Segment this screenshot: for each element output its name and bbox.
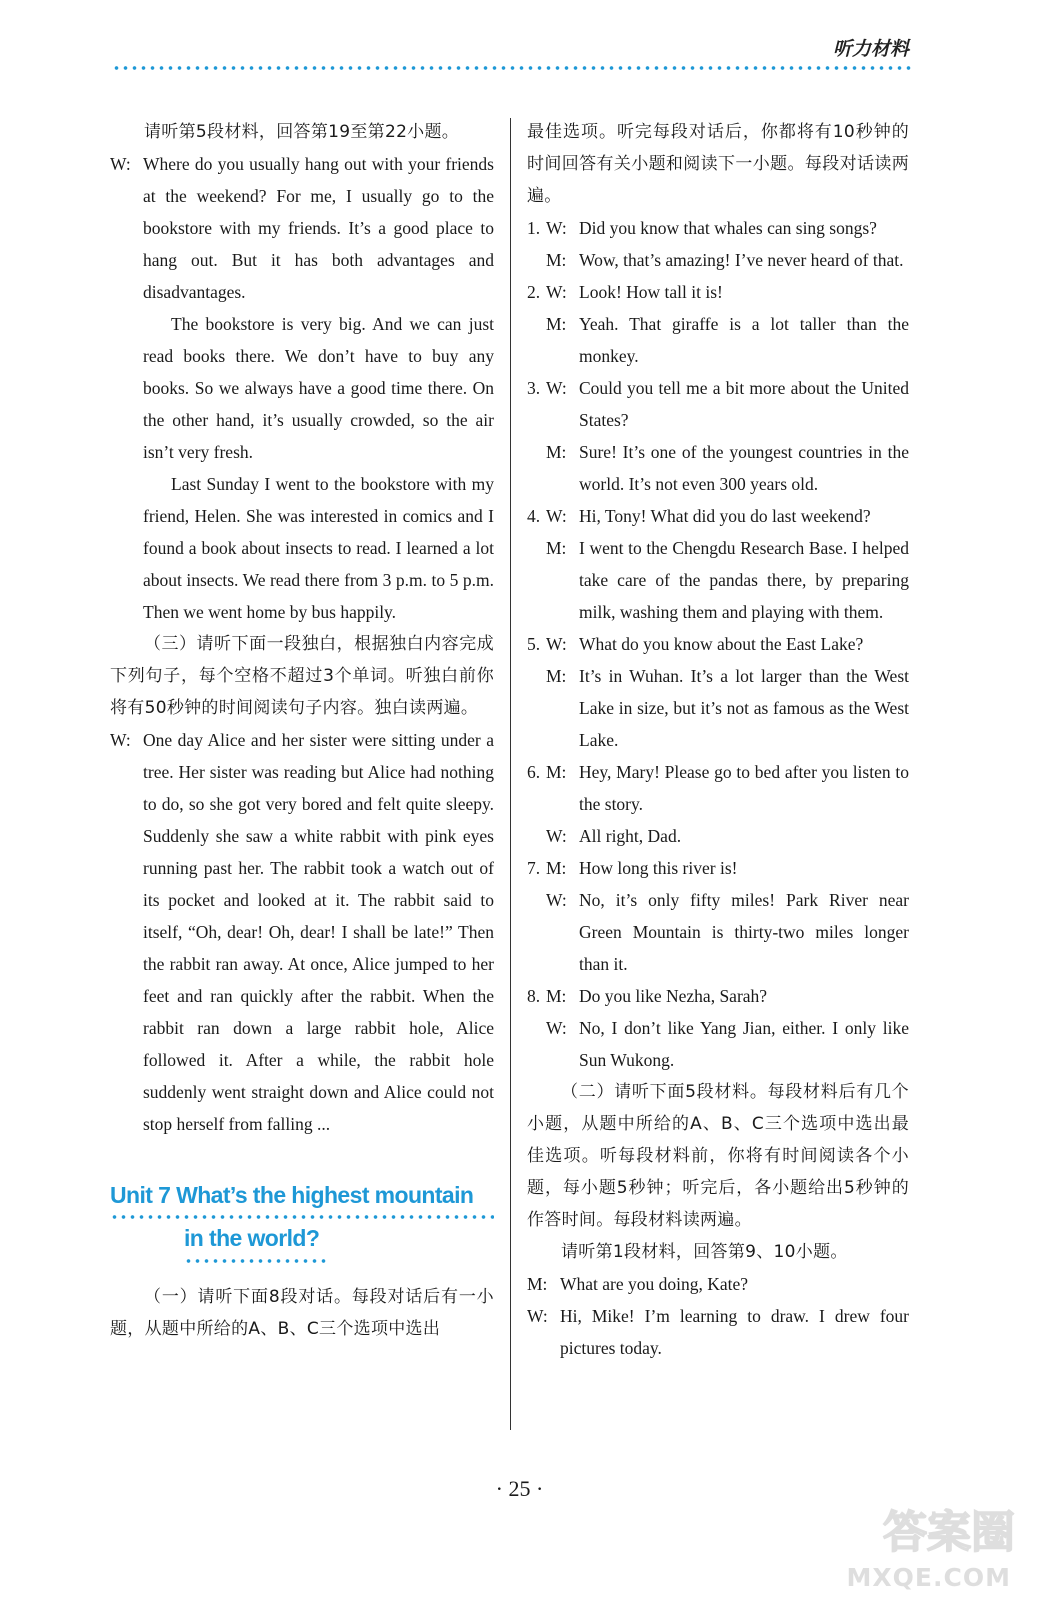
dialogue-text: It’s in Wuhan. It’s a lot larger than the West Lake in size, but it’s not as famous as the West Lake. xyxy=(579,666,909,750)
dialogue-text: Hey, Mary! Please go to bed after you listen to the story. xyxy=(579,762,909,814)
dialogue-line xyxy=(527,276,909,308)
right-column xyxy=(527,116,909,1364)
section-instructions: （二）请听下面5段材料。每段材料后有几个小题，从题中所给的A、B、C三个选项中选出最佳选项。听每段材料前，你将有时间阅读各个小题，每小题5秒钟；听完后，各小题给出5秒钟的作答时间。每段材料读两遍。 xyxy=(527,1082,909,1230)
speaker-label: M: xyxy=(546,666,567,686)
dialogue-line xyxy=(527,1012,909,1076)
dialogue-number: 4. xyxy=(527,506,541,526)
speaker-label: M: xyxy=(546,314,567,334)
unit-title-line1: Unit 7 What’s the highest mountain xyxy=(110,1182,474,1208)
dialogue-line xyxy=(527,756,909,820)
dialogue-line xyxy=(527,532,909,628)
dialogue-text: Look! How tall it is! xyxy=(579,282,723,302)
speaker-label: W: xyxy=(546,378,567,398)
dialogue-text: I went to the Chengdu Research Base. I helped take care of the pandas there, by preparing milk, washing them and playing with them. xyxy=(579,538,909,622)
dialogue-text: What do you know about the East Lake? xyxy=(579,634,864,654)
dialogue-text: What are you doing, Kate? xyxy=(560,1274,749,1294)
speaker-label: M: xyxy=(527,1274,548,1294)
dialogue-line xyxy=(527,884,909,980)
dialogue-text: Hi, Mike! I’m learning to draw. I drew four pictures today. xyxy=(560,1306,909,1358)
dialogue-line xyxy=(527,308,909,372)
dialogue-text: How long this river is! xyxy=(579,858,738,878)
speaker-label: M: xyxy=(546,250,567,270)
page-number: · 25 · xyxy=(495,1476,544,1501)
header-dotted-rule xyxy=(112,66,911,70)
dialogue-line xyxy=(527,660,909,756)
speaker-label: W: xyxy=(110,730,131,750)
dialogue-text: Wow, that’s amazing! I’ve never heard of that. xyxy=(579,250,904,270)
speaker-label: W: xyxy=(546,1018,567,1038)
dialogue-number: 1. xyxy=(527,218,541,238)
dialogue-text: Did you know that whales can sing songs? xyxy=(579,218,877,238)
dialogue-line xyxy=(527,500,909,532)
dialogue-line xyxy=(527,820,909,852)
speaker-label: W: xyxy=(546,282,567,302)
header-title: 听力材料 xyxy=(832,38,909,60)
section-instructions: （三）请听下面一段独白，根据独白内容完成下列句子，每个空格不超过3个单词。听独白前你将有50秒钟的时间阅读句子内容。独白读两遍。 xyxy=(110,634,494,718)
dialogue-line xyxy=(527,1300,909,1364)
speaker-label: W: xyxy=(546,890,567,910)
speaker-label: M: xyxy=(546,762,567,782)
monologue-bookstore xyxy=(110,148,494,628)
section-instructions-continued: 最佳选项。听完每段对话后，你都将有10秒钟的时间回答有关小题和阅读下一小题。每段对话读两遍。 xyxy=(527,122,909,206)
dialogue-line xyxy=(527,852,909,884)
speaker-label: W: xyxy=(546,218,567,238)
speaker-label: W: xyxy=(546,826,567,846)
dialogue-text: Sure! It’s one of the youngest countries in the world. It’s not even 300 years old. xyxy=(579,442,909,494)
dialogue-line xyxy=(527,436,909,500)
paragraph: Last Sunday I went to the bookstore with my friend, Helen. She was interested in comics and I found a book about insects to read. I learned a lot about insects. We read there from 3 p.m. to 5 p.m. Then we went home by bus happily. xyxy=(143,474,494,622)
dialogue-text: No, I don’t like Yang Jian, either. I only like Sun Wukong. xyxy=(579,1018,909,1070)
paragraph: The bookstore is very big. And we can just read books there. We don’t have to buy any books. So we always have a good time there. On the other hand, it’s usually crowded, so the air isn’t very fresh. xyxy=(143,314,494,462)
dialogue-line xyxy=(527,1268,909,1300)
dialogue-text: All right, Dad. xyxy=(579,826,682,846)
speaker-label: W: xyxy=(527,1306,548,1326)
dialogue-line xyxy=(527,212,909,244)
watermark-text: MXQE.COM xyxy=(846,1563,1011,1592)
left-column xyxy=(110,116,494,1345)
dialogue-number: 7. xyxy=(527,858,541,878)
dialogue-number: 5. xyxy=(527,634,541,654)
unit-title-line2: in the world? xyxy=(184,1225,320,1251)
section-intro: 请听第1段材料，回答第9、10小题。 xyxy=(561,1242,848,1262)
dialogue-line xyxy=(527,244,909,276)
section-intro: 请听第5段材料，回答第19至第22小题。 xyxy=(144,122,460,142)
dialogue-text: Do you like Nezha, Sarah? xyxy=(579,986,768,1006)
dialogue-number: 8. xyxy=(527,986,541,1006)
section-instructions: （一）请听下面8段对话。每段对话后有一小题，从题中所给的A、B、C三个选项中选出 xyxy=(110,1287,494,1339)
speaker-label: W: xyxy=(546,506,567,526)
dialogue-line xyxy=(527,628,909,660)
dialogue-line xyxy=(527,980,909,1012)
speaker-label: W: xyxy=(110,154,131,174)
speaker-label: M: xyxy=(546,986,567,1006)
dialogue-number: 2. xyxy=(527,282,541,302)
dialogue-text: No, it’s only fifty miles! Park River near Green Mountain is thirty-two miles longer than it. xyxy=(579,890,909,974)
unit-dotted-rule-short xyxy=(184,1259,326,1263)
dialogue-text: Yeah. That giraffe is a lot taller than the monkey. xyxy=(579,314,909,366)
dialogue-text: Could you tell me a bit more about the United States? xyxy=(579,378,909,430)
paragraph: Where do you usually hang out with your friends at the weekend? For me, I usually go to the bookstore with my friends. It’s a good place to hang out. But it has both advantages and disadvantages. xyxy=(143,154,494,302)
dialogue-line xyxy=(527,372,909,436)
dialogue-number: 3. xyxy=(527,378,541,398)
dialogue-number: 6. xyxy=(527,762,541,782)
dialogue-text: Hi, Tony! What did you do last weekend? xyxy=(579,506,871,526)
column-divider xyxy=(510,118,511,1430)
watermark-cn: 答案圈 xyxy=(883,1507,1015,1558)
speaker-label: M: xyxy=(546,538,567,558)
speaker-label: W: xyxy=(546,634,567,654)
paragraph: One day Alice and her sister were sitting under a tree. Her sister was reading but Alice had nothing to do, so she got very bored and felt quite sleepy. Suddenly she saw a white rabbit with pink eyes running past her. The rabbit took a watch out of its pocket and looked at it. The rabbit said to itself, “Oh, dear! Oh, dear! I shall be late!” Then the rabbit ran away. At once, Alice jumped to her feet and ran quickly after the rabbit. When the rabbit ran down a large rabbit hole, Alice followed it. After a while, the rabbit hole suddenly went straight down and Alice could not stop herself from falling ... xyxy=(143,730,494,1134)
speaker-label: M: xyxy=(546,442,567,462)
unit-dotted-rule xyxy=(110,1215,494,1219)
watermark-logo xyxy=(825,1496,1015,1592)
monologue-alice xyxy=(110,724,494,1140)
speaker-label: M: xyxy=(546,858,567,878)
unit-heading xyxy=(110,1180,494,1263)
